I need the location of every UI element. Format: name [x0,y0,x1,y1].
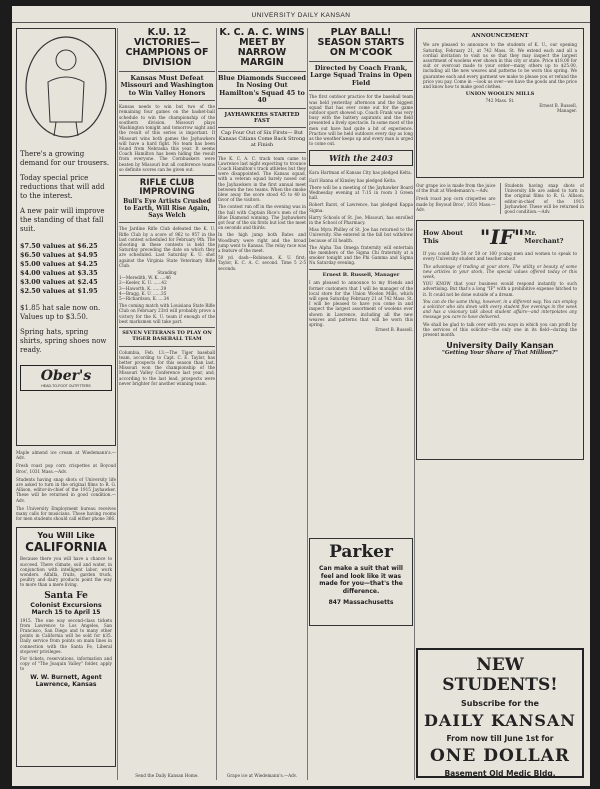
california-body: Because there you will have a chance to succeed. There climate, soil and water, in conjunction with intelligent labor, work wonders. Alfalfa, fruits, garden truck, poultry and dairy products point the way to more than a mere living. [20,556,112,588]
ad-spring: Spring hats, spring shirts, spring shoes now ready. [20,328,107,354]
parker-body: Can make a suit that will feel and look like it was made for you—that's the difference. [319,565,403,595]
if-merchant-ad [416,220,584,460]
parker-ad [309,538,413,626]
new-students-ad [416,648,584,778]
new-students-price: ONE DOLLAR [430,746,570,766]
footer-note: Send the Daily Kansan Home. [135,772,199,778]
newspaper-page [12,6,590,786]
subhead-play-ball: Directed by Coach Frank, Large Squad Trains in Open Field [310,63,412,87]
if-body-4: You can do the same thing, however, in a different way. You can employ a solicitor who sits down with every student five evenings in the week and has a visionary talk about student affairs—and interpolates any message you care to have delivered. [423,298,577,320]
box-2403: With the 2403 [309,150,413,166]
headline-victories: K.U. 12 VICTORIES— CHAMPIONS OF DIVISION [125,28,209,68]
if-body: If you could live 50 or 50 or 100 young men and women to speak to every University student and teacher about [423,251,577,262]
standing-row: 3—Haworth, K. ......39 [119,285,167,291]
brief-item: Maple almond ice cream at Wiedemann's.—Adv. [16,450,116,461]
standing-row: 5—Richardson, K. ....34 [119,296,170,302]
if-heading [423,225,577,249]
subhead-kcac: Blue Diamonds Succeed In Nosing Out Hamilton's Squad 45 to 40 [218,73,306,105]
brief-row [416,183,584,214]
announcement-address: 742 Mass. St. [485,97,515,103]
brief-item: Miss Myra Philley of St. Joe has returned to the University. She entered in the fall but withdrew because of ill health. [309,227,413,243]
article-body: The contest run off in the evening was in the hall with Captain Rice's men of the Blue Diamond winning. The Jayhawkers got four of the six firsts but lost the meet on seconds and thirds. [218,204,306,231]
announcement-manager-title: Manager. [556,108,577,114]
article-body: Columbia, Feb. 13.—The Tiger baseball team, according to Capt. C. E. Taylor, has better prospects for this season than last. Missouri won the championship of the Missouri Valley Conference last year, and, according to the last lead, prospects were never brighter for another winning team. [119,349,215,386]
masthead [12,12,590,23]
man-illustration-icon [20,32,112,142]
brief-item: The University Employment bureau receives many calls for musicians. Those having rooms for men students should call either phone 366. [16,505,116,522]
article-body: The first outdoor practice for the baseball team was held yesterday afternoon and the biggest squad that has ever come out for the game outdoor sport showed up. Coach Frank was very busy with the battery aspirants and the field presented a lively spectacle. In some most of the men out have had quite a bit of experience. Practice will be held outdoors every day as long as the weather keeps up and every man is urged to come out. [309,94,413,147]
standing-row: 2—Keeler, K. U. ......42 [119,280,167,286]
price-list [20,242,112,296]
brief-item: Students having snap shots of University life are asked to turn in the original films to R. G. Allison, editor-in-chief of the 1915 Jayhawker. These will be returned in good condition.—Adv. [504,183,584,215]
column-rule [307,28,308,780]
column-rule [117,28,118,780]
footer-note: Grape ice at Wiedemann's.—Adv. [226,772,298,778]
ad-intro: There's a growing demand for our trousers. [20,150,110,167]
new-students-paper: DAILY KANSAN [424,711,576,730]
announcement-box [416,28,584,178]
new-students-heading: NEW STUDENTS! [442,655,558,695]
headline-play-ball: PLAY BALL! SEASON STARTS ON M'COOK [317,28,405,58]
brief-item: Fresh roast pop corn crispettes at Boyoud Bros', 1031 Mass.—Adv. [16,463,116,474]
masthead-title: UNIVERSITY DAILY KANSAN [251,12,351,19]
price-item: $6.50 values at $4.95 [20,251,98,259]
new-students-from: From now till June 1st for [446,734,554,743]
if-heading-1: How About This [423,229,463,246]
standing-row: 1—Meredith, W. K. ....46 [119,275,171,281]
meet-results: 50 yd. dash—Robinson, K. U. first; Taylor, K. C. A. C. second. Time 5 2-5 seconds. [218,255,306,271]
agent-town: Lawrence, Kansas [35,680,97,688]
announcement-body: We are pleased to announce to the students of K. U., our opening Saturday, February 21, at 742 Mass. St. We extend each and all a cordial invitation to visit us so that they may inspect the largest assortment of woolens ever shown in this city or state. Price $18.00 for suit or overcoat made to your order—many others up to $25.00, including all the new weaves and patterns to be worn this spring. We guarantee each and every garment we make to please you or refund the price you pay. Come in —look us over—we have the goods and the price and know how to make good clothes. [423,42,577,89]
headline-kcac: K. C. A. C. WINS MEET BY NARROW MARGIN [219,28,305,68]
article-body: In the high jump both Bates and Woodbury were right and the broad jump went to Kansas. The relay race was a feature of the meet. [218,232,306,254]
subhead-rifle-club: Bull's Eye Artists Crushed to Earth, Will Rise Again, Says Welch [123,197,211,219]
california-heading-2: CALIFORNIA [25,540,107,555]
if-slogan: "Getting Your Share of That Million?" [441,350,559,357]
ad-offer: Today special price reductions that will add to the interest. [20,174,105,200]
brief-item: Harry Schools of St. Joe, Missouri, has enrolled in the School of Pharmacy. [309,214,413,225]
california-body-3: For tickets, reservations, information and copy of "The Joaquin Valley" folder, apply to [20,656,112,672]
obers-logo-text: Ober's [40,368,92,384]
brief-item: There will be a meeting of the Jayhawker Board Wednesday evening at 7:15 in room 3 Green hall. [309,184,413,201]
excursion-dates: March 15 to April 15 [31,608,101,616]
price-item: $5.00 values at $4.25 [20,260,98,268]
announcement-heading: ANNOUNCEMENT [471,33,529,39]
if-paper-name: University Daily Kansan [446,341,554,351]
california-heading-1: You Will Like [37,531,95,541]
column-rule [216,28,217,780]
subhead-firsts: Cap Four Out of Six Firsts— But Kansas Citians Come Back Strong at Finish [218,130,306,148]
announcement-manager: Ernest B. Russell, [539,103,577,109]
brief-item: The Alpha Tau Omega fraternity will entertain the members of the Sigma Chi fraternity at a smoker tonight and the Phi Gamma and Sigma Nu Saturday evening. [309,244,413,266]
california-ad [16,527,116,767]
article-body: The K. C. A. C. track team came to Lawrence last night expecting to trounce Coach Hamilton's track athletes but they were disappointed. The Kansas squad, with a veteran squad barely nosed out the Jayhawkers in the first annual meet between the two teams. When the smoke blew away the score stood 45 to 40 in favor of the visitors. [218,155,306,203]
headline-rifle-club: RIFLE CLUB IMPROVING [139,177,195,197]
article-body: Kansas needs to win but two of the remaining four games on the basket-ball schedule to win the championship of the southern division. Missouri plays Washington tonight and tomorrow night and the result of this series is important. If Missouri wins both games the Jayhawkers will have a hard fight. No team has been found from Nebraska this year. It seems Coach Hamilton has been hiding the result from everyone. The Cornhuskers were beaten by Missouri but all conference teams so definite scores can be given out. [119,104,215,172]
brief-item: Our grape ice is made from the juice of the fruit at Wiedemann's.—Adv. [416,183,496,194]
notice-body: I am pleased to announce to my friends and former customers that I will be manager of the local store for the Union Woolen Mills, which will open Saturday February 21 at 742 Mass. St. I will be pleased to have you come in and inspect the largest assortment of woolens ever shown in Lawrence, including all the new weaves and patterns that will be worn this spring. [309,280,413,327]
parker-logo: Parker [329,542,393,562]
subhead-victories: Kansas Must Defeat Missouri and Washington to Win Valley Honors [120,73,214,97]
if-heading-2: "IF" [479,225,525,250]
standings-heading: Standing [157,270,177,276]
article-body: The Jardine Rifle Club defeated the K. U. Rifle Club by a score of 962 to 957 in the last contest scheduled for February 9th. The shooting in these contests is held the Saturday preceding the date on which they are scheduled. Last Saturday K. U. shot against the Virginia State Veterinary Rifle Club. [119,226,215,268]
price-item: $2.50 values at $1.95 [20,287,98,295]
colonist-excursions: Colonist Excursions [30,600,102,609]
brief-item: Fresh roast pop corn crispettes are made by Boyoud Bros', 1031 Mass.—Adv. [416,196,496,212]
new-students-location: Basement Old Medic Bldg. [444,769,556,778]
column-5 [416,28,584,780]
price-item: $7.50 values at $6.25 [20,242,98,250]
brief-item: Earl Hanna of Kinsley has pledged Kelta. [309,177,397,183]
column-rule [414,28,415,780]
standing-row: 4—Bragg, K. U. ......35 [119,290,167,296]
brief-item: Students having snap shots of University life are asked to turn in the original films to R. G. Allison, editor-in-chief of the 1915 Jayhawker. These will be returned in good condition.—Adv. [16,476,116,503]
new-students-sub: Subscribe for the [461,699,539,708]
column-3 [218,28,306,780]
ad-offer-2: A new pair will improve the standing of that fall suit. [20,207,105,233]
obers-tagline: HEAD-TO-FOOT OUTFITTERS [41,384,91,388]
announcement-firm: UNION WOOLEN MILLS [465,91,535,98]
if-heading-3: Mr. Merchant? [524,229,564,246]
if-body-5: We shall be glad to talk over with you ways in which you can profit by the services of this solicitor—the only one in its field—during the present month. [423,321,577,338]
column-4 [309,28,413,780]
article-body: The coming match with Louisiana State Rifle Club on February 23rd will probably prove a victory for the K. U. team if enough of the best marksmen will take part. [119,303,215,324]
price-item: $4.00 values at $3.35 [20,269,98,277]
obers-ad [16,28,116,446]
column-2 [119,28,215,780]
headline-seven-veterans: SEVEN VETERANS TO PLAY ON TIGER BASEBALL TEAM [122,330,212,342]
column-1 [16,28,116,780]
notice-heading: Ernest B. Russell, Manager [322,271,400,278]
brief-item: Robert Barst, of Lawrence, has pledged Kappa Sigma. [309,202,413,213]
agent-name: W. W. Burnett, Agent [30,673,102,681]
brief-item: Kara Hartman of Kansas City has pledged Kelta. [309,170,412,176]
notice-signature: Ernest B. Russell. [375,327,413,333]
ad-hat-sale: $1.85 hat sale now on. Values up to $3.50. [20,304,101,321]
if-body-3: YOU KNOW that your business would respond instantly to such advertising. But that's a long "IF" with a prohibitive expense hitched to it. It could not be done outside of a dream. [423,281,577,297]
subhead-jayhawkers: JAYHAWKERS STARTED FAST [224,111,300,125]
parker-address: 847 Massachusetts [328,599,394,606]
price-item: $3.00 values at $2.45 [20,278,98,286]
if-body-2: The advantage of trading at your store, The utility or beauty of some new articles in your stock, The special values offered today or this week, [423,263,577,280]
obers-logo [20,365,112,391]
california-body-2: 1915. The one way second-class tickets from Lawrence to Los Angeles, San Francisco, San Diego and to many other points in California will be sold for $35. Daily service from points on main lines in connection with the Santa Fe, Liberal stopover privileges. [20,617,112,654]
santa-fe-logo: Santa Fe [44,590,88,601]
